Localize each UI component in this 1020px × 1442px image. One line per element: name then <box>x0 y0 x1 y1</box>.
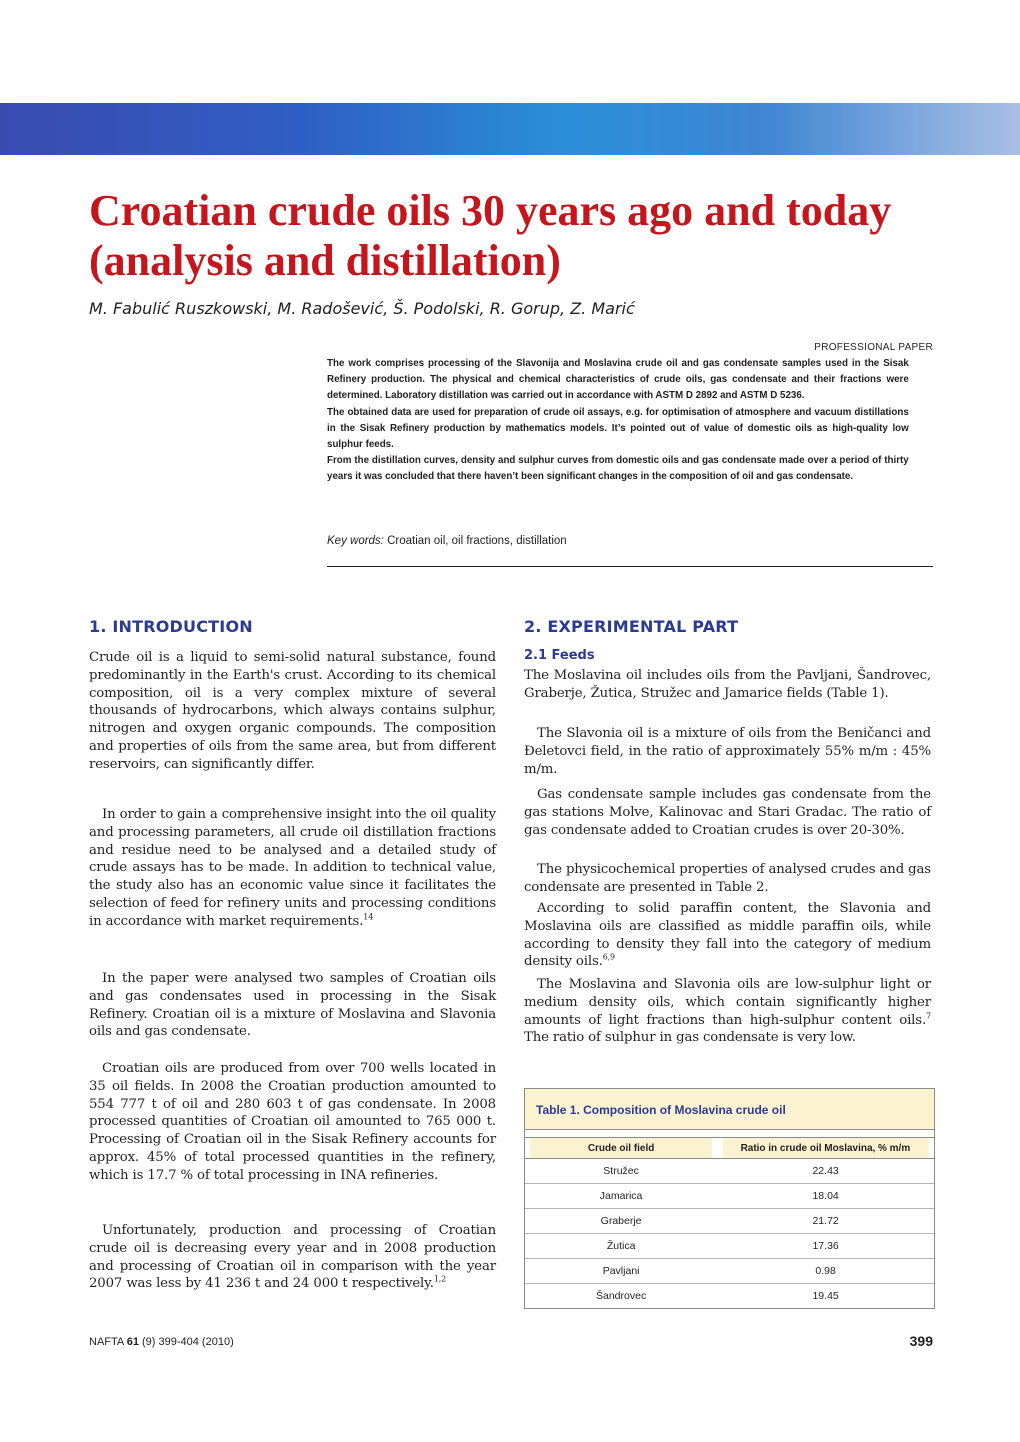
intro-paragraph-5 <box>89 1222 496 1293</box>
paragraph-text: In the paper were analysed two samples of Croatian oils and gas condensates used in processing in the Sisak Refinery. Croatian oil is a mixture of Moslavina and Slavonia oils and gas condensate. <box>89 971 496 1040</box>
table-row <box>525 1259 934 1284</box>
experimental-paragraph-2 <box>524 725 931 778</box>
abstract-paragraph: The obtained data are used for preparation of crude oil assays, e.g. for optimisation of atmosphere and vacuum distillations in the Sisak Refinery production by mathematics models. It’s pointed out of value of domestic oils as high-quality low sulphur feeds. <box>327 406 909 451</box>
table-header-row <box>525 1138 934 1159</box>
header-banner <box>0 103 1020 155</box>
authors: M. Fabulić Ruszkowski, M. Radošević, Š. Podolski, R. Gorup, Z. Marić <box>89 299 635 318</box>
paragraph-text: Gas condensate sample includes gas condensate from the gas stations Molve, Kalinovac and Stari Gradac. The ratio of gas condensate added to Croatian crudes is over 20-30%. <box>524 787 931 838</box>
abstract-paragraph: The work comprises processing of the Slavonija and Moslavina crude oil and gas condensate samples used in the Sisak Refinery production. The physical and chemical characteristics of crude oils, gas condensate and their fractions were determined. Laboratory distillation was carried out in accordance with ASTM D 2892 and ASTM D 5236. <box>327 358 909 402</box>
keywords-text: Croatian oil, oil fractions, distillation <box>387 535 567 547</box>
reference: 1,2 <box>433 1274 447 1284</box>
keywords-label: Key words: <box>327 535 384 547</box>
reference: 7 <box>926 1011 931 1021</box>
column-header-field: Crude oil field <box>530 1138 713 1159</box>
field-cell: Pavljani <box>525 1259 717 1284</box>
abstract-paragraph: From the distillation curves, density and sulphur curves from domestic oils and gas condensate made over a period of thirty years it was concluded that there haven’t been significant changes in the composition of oil and gas condensate. <box>327 455 909 483</box>
field-cell: Stružec <box>525 1159 717 1184</box>
intro-paragraph-3 <box>89 970 496 1041</box>
page-number: 399 <box>909 1333 933 1349</box>
table-row <box>525 1184 934 1209</box>
table-caption: Table 1. Composition of Moslavina crude oil <box>525 1089 934 1130</box>
ratio-cell: 17.36 <box>717 1234 934 1259</box>
experimental-paragraph-5 <box>524 900 931 971</box>
field-cell: Graberje <box>525 1209 717 1234</box>
experimental-paragraph-1 <box>524 667 931 703</box>
intro-paragraph-2 <box>89 806 496 931</box>
paragraph-text: In order to gain a comprehensive insight into the oil quality and processing parameters, all crude oil distillation fractions and residue need to be analysed and a detailed study of crude assays has to be made. In addition to technical value, the study also has an economic value since it facilitates the selection of feed for refinery units and processing conditions in accordance with market requirements. <box>89 807 496 929</box>
composition-table <box>525 1137 934 1308</box>
field-cell: Jamarica <box>525 1184 717 1209</box>
ratio-cell: 18.04 <box>717 1184 934 1209</box>
table-1 <box>524 1088 935 1309</box>
reference: 6,9 <box>602 952 615 962</box>
intro-paragraph-4 <box>89 1060 496 1185</box>
journal-volume: 61 <box>126 1336 139 1348</box>
paragraph-text: Unfortunately, production and processing of Croatian crude oil is decreasing every year and in 2008 production and processing of Croatian oil in comparison with the year 2007 was less by 41 236 t and 24 000 t respectively. <box>89 1223 496 1292</box>
field-cell: Žutica <box>525 1234 717 1259</box>
paragraph-text: The physicochemical properties of analysed crudes and gas condensate are presented in Table 2. <box>524 862 931 895</box>
paragraph-text: According to solid paraffin content, the Slavonia and Moslavina oils are classified as middle paraffin oils, while according to density they fall into the category of medium density oils. <box>524 901 931 970</box>
experimental-paragraph-3 <box>524 786 931 839</box>
intro-heading: 1. INTRODUCTION <box>89 617 253 636</box>
ratio-cell: 22.43 <box>717 1159 934 1184</box>
ratio-cell: 19.45 <box>812 1290 839 1302</box>
table-row <box>525 1284 934 1309</box>
keywords <box>327 535 567 547</box>
paragraph-text: Crude oil is a liquid to semi-solid natural substance, found predominantly in the Earth's crust. According to its chemical composition, oil is a very complex mixture of several thousands of hydrocarbons, which always contains sulphur, nitrogen and oxygen organic compounds. The composition and properties of oils from the same area, but from different reservoirs, can significantly differ. <box>89 650 496 772</box>
table-row <box>525 1234 934 1259</box>
journal-name: NAFTA <box>89 1336 124 1348</box>
field-cell: Šandrovec <box>596 1290 647 1302</box>
paper-title: Croatian crude oils 30 years ago and today (analysis and distillation) <box>89 186 892 285</box>
journal-citation <box>89 1336 234 1348</box>
paragraph-text: Croatian oils are produced from over 700 wells located in 35 oil fields. In 2008 the Croatian production amounted to 554 777 t of oil and 280 603 t of gas condensate. In 2008 processed quantities of Croatian oil amounted to 765 000 t. Processing of Croatian oil in the Sisak Refinery accounts for approx. 45% of total processed quantities in the refinery, which is 17.7 % of total processing in INA refineries. <box>89 1061 496 1183</box>
abstract-divider <box>327 566 933 567</box>
experimental-paragraph-6 <box>524 976 931 1047</box>
experimental-heading: 2. EXPERIMENTAL PART <box>524 617 739 636</box>
paragraph-text: The ratio of sulphur in gas condensate is very low. <box>524 1030 856 1046</box>
ratio-cell: 0.98 <box>717 1259 934 1284</box>
column-header-ratio: Ratio in crude oil Moslavina, % m/m <box>723 1138 929 1159</box>
experimental-paragraph-4 <box>524 861 931 897</box>
paragraph-text: The Moslavina oil includes oils from the Pavljani, Šandrovec, Graberje, Žutica, Stružec and Jamarice fields (Table 1). <box>524 668 931 701</box>
table-row <box>525 1209 934 1234</box>
feeds-subheading: 2.1 Feeds <box>524 648 595 663</box>
intro-paragraph-1 <box>89 649 496 774</box>
paper-type: PROFESSIONAL PAPER <box>814 342 933 353</box>
journal-issue: (9) 399-404 (2010) <box>138 1336 234 1348</box>
paragraph-text: The Moslavina and Slavonia oils are low-sulphur light or medium density oils, which contain significantly higher amounts of light fractions than high-sulphur content oils. <box>524 977 931 1028</box>
ratio-cell: 21.72 <box>717 1209 934 1234</box>
paragraph-text: The Slavonia oil is a mixture of oils from the Beničanci and Đeletovci field, in the ratio of approximately 55% m/m : 45% m/m. <box>524 726 931 777</box>
table-row <box>525 1159 934 1184</box>
abstract <box>327 356 909 486</box>
reference: 14 <box>363 912 374 922</box>
